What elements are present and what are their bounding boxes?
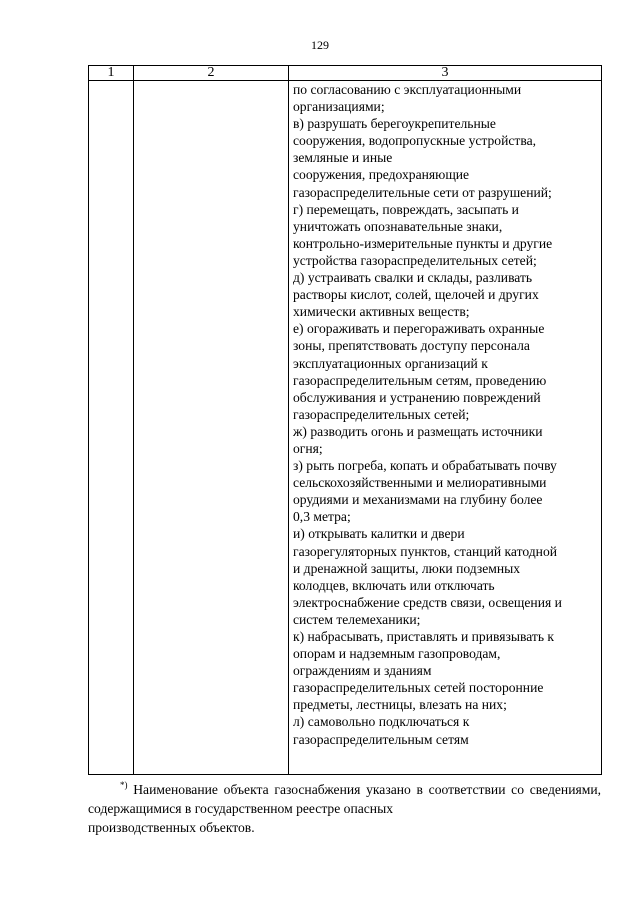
table-cell-col1 [89, 81, 134, 775]
text-line: устройства газораспределительных сетей; [293, 252, 537, 268]
table-cell-col2 [134, 81, 289, 775]
text-line: в) разрушать берегоукрепительные [293, 116, 496, 132]
text-line: газорегуляторных пунктов, станций катодной [293, 543, 558, 559]
footnote-marker: *) [120, 780, 128, 790]
text-line: сооружения, водопропускные устройства, [293, 133, 537, 149]
text-line: организациями; [293, 99, 385, 115]
table-row [89, 81, 602, 775]
text-line: г) перемещать, повреждать, засыпать и [293, 201, 519, 217]
text-line: земляные и иные [293, 150, 393, 166]
text-line: орудиями и механизмами на глубину более [293, 492, 543, 508]
text-line: эксплуатационных организаций к [293, 355, 488, 371]
text-line: уничтожать опознавательные знаки, [293, 218, 503, 234]
text-line: контрольно-измерительные пункты и другие [293, 235, 553, 251]
page-number: 129 [311, 38, 329, 52]
document-table [88, 65, 602, 775]
text-line: к) набрасывать, приставлять и привязывать к [293, 629, 555, 644]
text-line: и дренажной защиты, люки подземных [293, 560, 521, 576]
text-line: систем телемеханики; [293, 611, 421, 627]
text-line: огня; [293, 440, 323, 456]
text-line: сооружения, предохраняющие [293, 167, 470, 183]
text-line: ж) разводить огонь и размещать источники [293, 423, 543, 439]
text-line: газораспределительных сетей; [293, 406, 470, 422]
text-line: ограждениям и зданиям [293, 663, 432, 679]
text-line: химически активных веществ; [293, 304, 470, 320]
text-line: обслуживания и устранению повреждений [293, 389, 541, 405]
footnote-text: Наименование объекта газоснабжения указано в соответствии со сведениями, содержащимися в государственном реестре опасных [88, 782, 601, 816]
table-header-row [89, 66, 602, 81]
text-line: предметы, лестницы, влезать на них; [293, 697, 507, 713]
text-line: л) самовольно подключаться к [293, 714, 470, 730]
footnote-paragraph-end: производственных объектов. [88, 820, 255, 835]
text-line: электроснабжение средств связи, освещения и [293, 594, 562, 610]
text-line: газораспределительные сети от разрушений; [293, 184, 552, 200]
text-line: газораспределительным сетям [293, 731, 469, 747]
text-line: опорам и надземным газопроводам, [293, 646, 501, 662]
text-line: газораспределительным сетям, проведению [293, 372, 547, 388]
column-header-2: 2 [134, 66, 289, 81]
text-line: з) рыть погреба, копать и обрабатывать почву [293, 458, 557, 474]
restrictions-text [289, 81, 601, 748]
column-header-1: 1 [89, 66, 134, 81]
text-line: д) устраивать свалки и склады, разливать [293, 270, 533, 286]
text-line: и) открывать калитки и двери [293, 526, 465, 542]
text-line: е) огораживать и перегораживать охранные [293, 321, 545, 337]
text-line: колодцев, включать или отключать [293, 577, 495, 593]
text-line: газораспределительных сетей посторонние [293, 680, 544, 696]
text-line: 0,3 метра; [293, 509, 351, 525]
column-header-3: 3 [289, 66, 602, 81]
footnote [88, 776, 601, 837]
text-line: сельскохозяйственными и мелиоративными [293, 475, 547, 491]
text-line: зоны, препятствовать доступу персонала [293, 338, 530, 354]
table-cell-col3 [289, 81, 602, 775]
text-line: растворы кислот, солей, щелочей и других [293, 287, 539, 303]
text-line: по согласованию с эксплуатационными [293, 82, 522, 97]
footnote-paragraph [88, 776, 601, 818]
